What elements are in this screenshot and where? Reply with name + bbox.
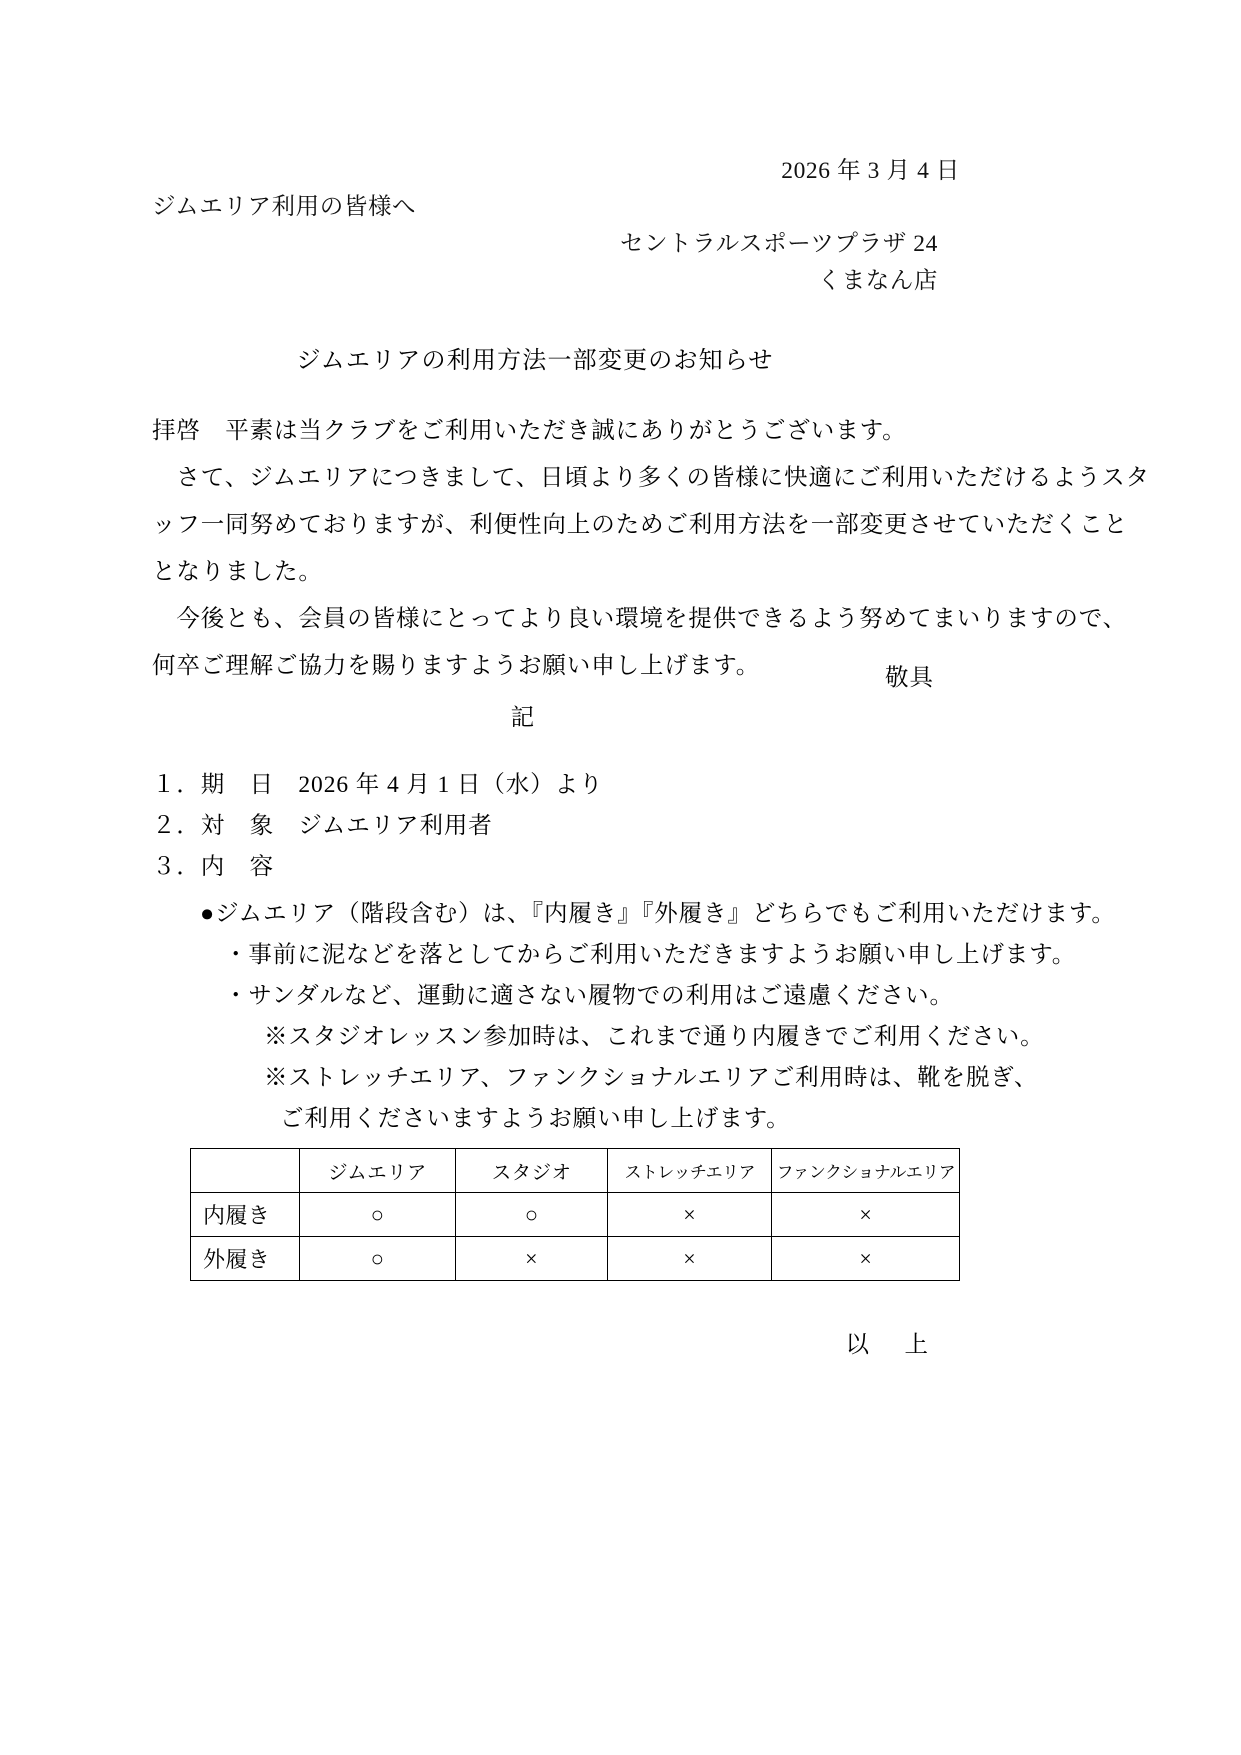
table-column-header: ジムエリア [299,1149,456,1193]
table-column-header: ファンクショナルエリア [772,1149,960,1193]
body-line: 何卒ご理解ご協力を賜りますようお願い申し上げます。 [152,653,761,679]
body-line: となりました。 [152,559,323,585]
closing-salutation: 敬具 [885,665,934,691]
ki-marker: 記 [510,705,536,731]
sender-block [150,233,960,257]
footwear-table [190,1148,960,1281]
sender-branch: くまなん店 [817,268,938,294]
addressee-block [152,196,962,220]
table-cell-value: × [772,1193,960,1237]
list-item: １．期 日 2026 年 4 月 1 日（水）より [152,772,604,798]
end-marker: 以 上 [845,1332,934,1358]
body-line: ッフ一同努めておりますが、利便性向上のためご利用方法を一部変更させていただくこと [152,512,1128,538]
body-line: 拝啓 平素は当クラブをご利用いただき誠にありがとうございます。 [152,418,907,444]
ki-block [150,698,956,732]
body-line: 今後とも、会員の皆様にとってより良い環境を提供できるよう努めてまいりますので、 [152,606,1128,632]
document-date: 2026 年 3 月 4 日 [781,158,960,184]
table-cell-value: × [607,1237,772,1281]
branch-block [150,270,960,294]
table-corner-cell [191,1149,300,1193]
table-cell-value: × [607,1193,772,1237]
content-line: ・サンダルなど、運動に適さない履物での利用はご遠慮ください。 [224,983,954,1009]
title-block [150,340,960,375]
table-row [191,1237,960,1281]
table-row-label: 外履き [191,1237,300,1281]
body-block [152,408,1151,690]
content-line: ※ストレッチエリア、ファンクショナルエリアご利用時は、靴を脱ぎ、 [264,1065,1039,1091]
table-cell-value: × [772,1237,960,1281]
table-cell-value: ○ [299,1193,456,1237]
content-line: ●ジムエリア（階段含む）は、『内履き』『外履き』どちらでもご利用いただけます。 [200,901,1116,927]
content-line: ・事前に泥などを落としてからご利用いただきますようお願い申し上げます。 [224,942,1077,968]
list-item: ３．内 容 [152,854,274,880]
body-line: さて、ジムエリアにつきまして、日頃より多くの皆様に快適にご利用いただけるようスタ [152,465,1151,491]
table-column-header: ストレッチエリア [607,1149,772,1193]
end-marker-block [150,1325,956,1359]
closing-block [150,658,956,692]
table-row [191,1193,960,1237]
date-block [150,160,960,184]
items-block [152,765,1116,1140]
content-line: ご利用くださいますようお願い申し上げます。 [280,1106,791,1132]
list-item: ２．対 象 ジムエリア利用者 [152,813,493,839]
table-cell-value: ○ [456,1193,608,1237]
addressee-text: ジムエリア利用の皆様へ [152,194,417,220]
footwear-table-block [190,1148,960,1281]
page-title: ジムエリアの利用方法一部変更のお知らせ [296,348,774,374]
table-row-label: 内履き [191,1193,300,1237]
content-line: ※スタジオレッスン参加時は、これまで通り内履きでご利用ください。 [264,1024,1045,1050]
table-cell-value: ○ [299,1237,456,1281]
table-header-row [191,1149,960,1193]
table-column-header: スタジオ [456,1149,608,1193]
table-cell-value: × [456,1237,608,1281]
sender-company: セントラルスポーツプラザ 24 [619,231,938,257]
